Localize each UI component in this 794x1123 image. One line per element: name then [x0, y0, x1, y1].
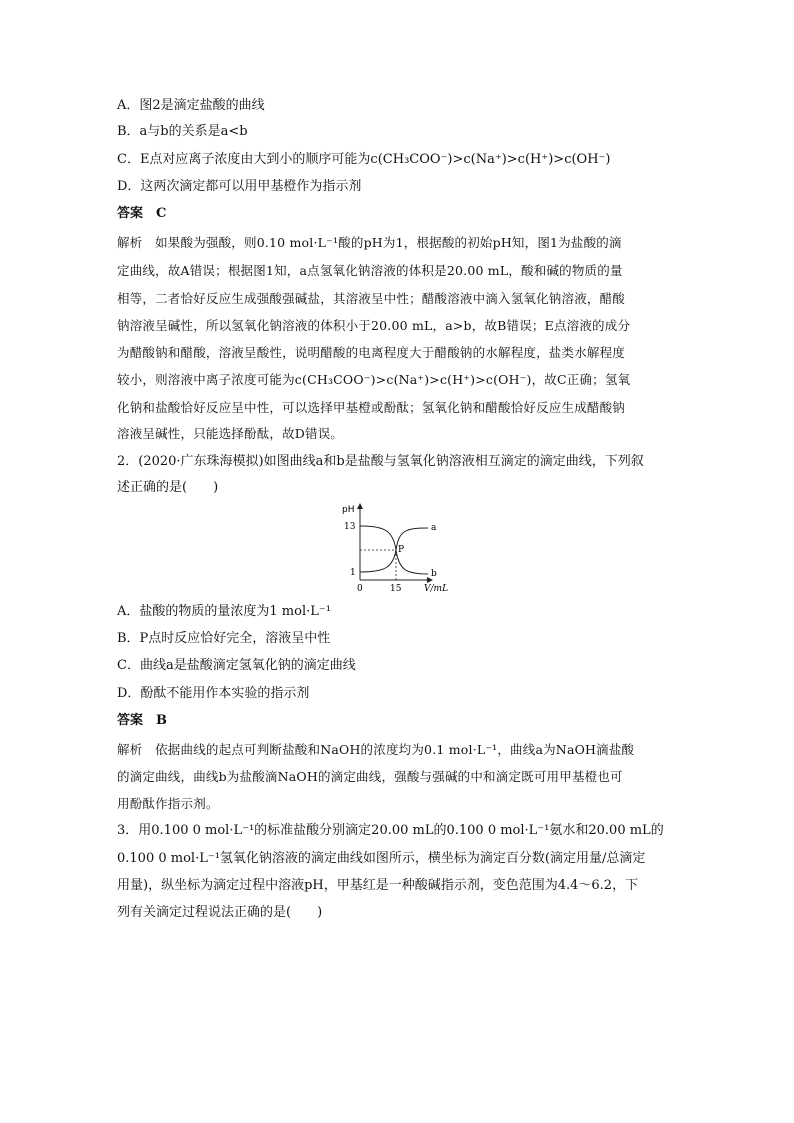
q1-option-c: C．E点对应离子浓度由大到小的顺序可能为c(CH₃COO⁻)>c(Na⁺)>c(H⁺)>c(OH⁻)	[117, 152, 611, 167]
q1-analysis-line: 定曲线，故A错误；根据图1知，a点氢氧化钠溶液的体积是20.00 mL，酸和碱的物质的量	[117, 263, 623, 278]
q1-analysis-line: 溶液呈碱性，只能选择酚酞，故D错误。	[117, 426, 344, 441]
y-tick-label: 1	[350, 568, 356, 578]
q2-option-b: B．P点时反应恰好完全，溶液呈中性	[117, 631, 331, 646]
x-axis-label: V/mL	[424, 584, 449, 594]
q1-analysis-line: 钠溶液呈碱性，所以氢氧化钠溶液的体积小于20.00 mL，a>b，故B错误；E点溶液的成分	[117, 318, 631, 333]
q2-analysis-line: 用酚酞作指示剂。	[117, 796, 219, 811]
q2-answer: 答案 B	[117, 713, 167, 728]
q3-stem-line: 3．用0.100 0 mol·L⁻¹的标准盐酸分别滴定20.00 mL的0.100 0 mol·L⁻¹氨水和20.00 mL的	[117, 823, 664, 838]
q2-option-a: A．盐酸的物质的量浓度为1 mol·L⁻¹	[117, 604, 331, 619]
q2-option-c: C．曲线a是盐酸滴定氢氧化钠的滴定曲线	[117, 658, 356, 673]
x-tick-label: 15	[390, 584, 402, 594]
y-tick-label: 13	[344, 522, 356, 532]
q2-stem-line: 述正确的是( )	[117, 480, 219, 495]
y-axis-label: pH	[342, 505, 355, 515]
q2-analysis-line: 的滴定曲线，曲线b为盐酸滴NaOH的滴定曲线，强酸与强碱的中和滴定既可用甲基橙也可	[117, 769, 623, 784]
series-label-a: a	[431, 523, 437, 533]
q1-option-b: B．a与b的关系是a<b	[117, 124, 248, 139]
q3-stem-line: 列有关滴定过程说法正确的是( )	[117, 905, 323, 920]
q2-stem-line: 2．(2020·广东珠海模拟)如图曲线a和b是盐酸与氢氧化钠溶液相互滴定的滴定曲线，下列叙	[117, 454, 644, 469]
q1-option-a: A．图2是滴定盐酸的曲线	[117, 98, 265, 113]
x-tick-label: 0	[357, 584, 363, 594]
q2-analysis-line: 解析 依据曲线的起点可判断盐酸和NaOH的浓度均为0.1 mol·L⁻¹，曲线a为NaOH滴盐酸	[117, 742, 635, 757]
series-label-b: b	[431, 569, 437, 579]
q1-analysis-line: 相等，二者恰好反应生成强酸强碱盐，其溶液呈中性；醋酸溶液中滴入氢氧化钠溶液，醋酸	[117, 291, 626, 306]
q2-option-d: D．酚酞不能用作本实验的指示剂	[117, 686, 310, 701]
q3-stem-line: 0.100 0 mol·L⁻¹氢氧化钠溶液的滴定曲线如图所示，横坐标为滴定百分数(滴定用量/总滴定	[117, 851, 646, 866]
q1-analysis-line: 解析 如果酸为强酸，则0.10 mol·L⁻¹酸的pH为1，根据酸的初始pH知，图1为盐酸的滴	[117, 235, 622, 250]
q1-analysis-line: 较小，则溶液中离子浓度可能为c(CH₃COO⁻)>c(Na⁺)>c(H⁺)>c(OH⁻)，故C正确；氢氧	[117, 372, 631, 387]
q1-option-d: D．这两次滴定都可以用甲基橙作为指示剂	[117, 179, 362, 194]
q1-analysis-line: 化钠和盐酸恰好反应呈中性，可以选择甲基橙或酚酞；氢氧化钠和醋酸恰好反应生成醋酸钠	[117, 400, 626, 415]
q3-stem-line: 用量)，纵坐标为滴定过程中溶液pH，甲基红是一种酸碱指示剂，变色范围为4.4～6.2，下	[117, 878, 639, 893]
q1-analysis-line: 为醋酸钠和醋酸，溶液呈酸性，说明醋酸的电离程度大于醋酸钠的水解程度，盐类水解程度	[117, 345, 626, 360]
titration-curve-chart	[336, 500, 466, 595]
point-p-label: P	[398, 545, 405, 555]
q1-answer: 答案 C	[117, 206, 167, 221]
